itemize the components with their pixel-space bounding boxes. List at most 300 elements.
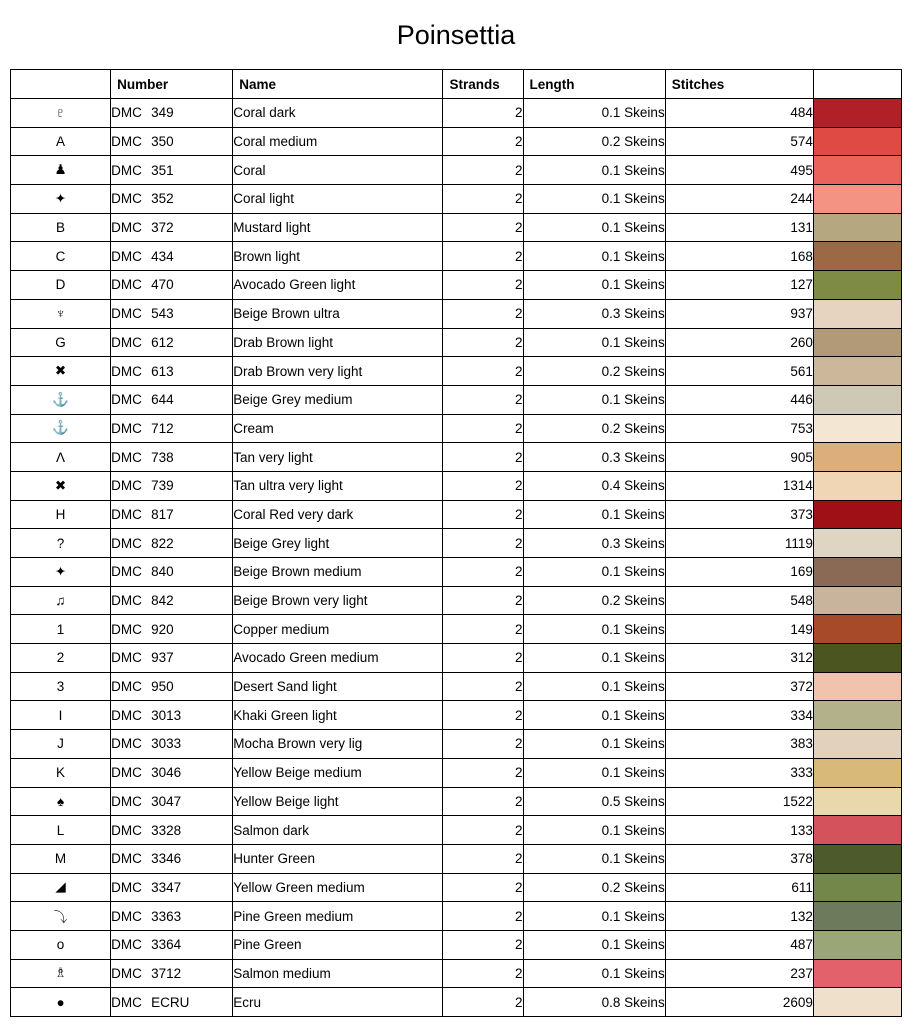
floss-brand: DMC bbox=[111, 879, 142, 895]
floss-length: 0.3 Skeins bbox=[523, 529, 665, 558]
floss-number-cell bbox=[111, 443, 233, 472]
floss-color-swatch bbox=[813, 902, 901, 931]
table-row bbox=[11, 902, 902, 931]
table-row bbox=[11, 213, 902, 242]
floss-length: 0.1 Skeins bbox=[523, 672, 665, 701]
floss-length: 0.1 Skeins bbox=[523, 730, 665, 759]
floss-stitches: 133 bbox=[665, 816, 813, 845]
table-row bbox=[11, 500, 902, 529]
floss-brand: DMC bbox=[111, 392, 142, 408]
floss-brand: DMC bbox=[111, 793, 142, 809]
table-row bbox=[11, 357, 902, 386]
column-header-symbol bbox=[11, 70, 111, 99]
floss-number-cell bbox=[111, 586, 233, 615]
floss-strands: 2 bbox=[443, 99, 523, 128]
floss-strands: 2 bbox=[443, 529, 523, 558]
floss-stitches: 149 bbox=[665, 615, 813, 644]
swatch-fill bbox=[814, 960, 901, 988]
table-row bbox=[11, 385, 902, 414]
floss-number-cell bbox=[111, 500, 233, 529]
floss-symbol-icon: M bbox=[11, 844, 111, 873]
table-row bbox=[11, 242, 902, 271]
floss-name: Tan ultra very light bbox=[233, 471, 443, 500]
floss-color-swatch bbox=[813, 959, 901, 988]
table-row bbox=[11, 529, 902, 558]
swatch-fill bbox=[814, 587, 901, 615]
floss-number-cell bbox=[111, 844, 233, 873]
floss-color-swatch bbox=[813, 185, 901, 214]
floss-length: 0.2 Skeins bbox=[523, 414, 665, 443]
floss-name: Avocado Green light bbox=[233, 271, 443, 300]
floss-symbol-icon: K bbox=[11, 758, 111, 787]
floss-number-cell bbox=[111, 185, 233, 214]
floss-number-cell bbox=[111, 529, 233, 558]
floss-name: Coral Red very dark bbox=[233, 500, 443, 529]
floss-strands: 2 bbox=[443, 816, 523, 845]
swatch-fill bbox=[814, 816, 901, 844]
floss-code: 352 bbox=[151, 191, 174, 207]
column-header-length: Length bbox=[523, 70, 665, 99]
floss-length: 0.1 Skeins bbox=[523, 500, 665, 529]
floss-strands: 2 bbox=[443, 930, 523, 959]
floss-stitches: 312 bbox=[665, 644, 813, 673]
floss-brand: DMC bbox=[111, 965, 142, 981]
floss-number-cell bbox=[111, 644, 233, 673]
floss-brand: DMC bbox=[111, 191, 142, 207]
floss-strands: 2 bbox=[443, 185, 523, 214]
floss-length: 0.1 Skeins bbox=[523, 99, 665, 128]
floss-brand: DMC bbox=[111, 506, 142, 522]
floss-code: 920 bbox=[151, 621, 174, 637]
floss-name: Ecru bbox=[233, 988, 443, 1017]
floss-code: 3363 bbox=[151, 908, 182, 924]
floss-brand: DMC bbox=[111, 162, 142, 178]
table-row bbox=[11, 99, 902, 128]
swatch-fill bbox=[814, 644, 901, 672]
floss-brand: DMC bbox=[111, 363, 142, 379]
floss-strands: 2 bbox=[443, 873, 523, 902]
table-row bbox=[11, 988, 902, 1017]
floss-strands: 2 bbox=[443, 385, 523, 414]
floss-length: 0.1 Skeins bbox=[523, 701, 665, 730]
floss-code: 937 bbox=[151, 650, 174, 666]
swatch-fill bbox=[814, 271, 901, 299]
page-title: Poinsettia bbox=[396, 20, 516, 50]
floss-color-swatch bbox=[813, 242, 901, 271]
floss-strands: 2 bbox=[443, 357, 523, 386]
floss-symbol-icon: ● bbox=[11, 988, 111, 1017]
table-row bbox=[11, 873, 902, 902]
column-header-stitches: Stitches bbox=[665, 70, 813, 99]
floss-symbol-icon: 1 bbox=[11, 615, 111, 644]
floss-name: Brown light bbox=[233, 242, 443, 271]
floss-strands: 2 bbox=[443, 242, 523, 271]
floss-number-cell bbox=[111, 213, 233, 242]
floss-color-swatch bbox=[813, 271, 901, 300]
floss-symbol-icon: L bbox=[11, 816, 111, 845]
floss-name: Salmon medium bbox=[233, 959, 443, 988]
floss-symbol-icon: ✖ bbox=[11, 357, 111, 386]
floss-name: Cream bbox=[233, 414, 443, 443]
floss-number-cell bbox=[111, 127, 233, 156]
table-row bbox=[11, 959, 902, 988]
floss-stitches: 446 bbox=[665, 385, 813, 414]
floss-length: 0.5 Skeins bbox=[523, 787, 665, 816]
floss-symbol-icon: ✖ bbox=[11, 471, 111, 500]
floss-color-swatch bbox=[813, 816, 901, 845]
floss-strands: 2 bbox=[443, 959, 523, 988]
floss-number-cell bbox=[111, 902, 233, 931]
floss-code: 840 bbox=[151, 564, 174, 580]
floss-strands: 2 bbox=[443, 672, 523, 701]
floss-number-cell bbox=[111, 615, 233, 644]
swatch-fill bbox=[814, 357, 901, 385]
table-header-row bbox=[11, 70, 902, 99]
floss-name: Coral bbox=[233, 156, 443, 185]
floss-color-swatch bbox=[813, 328, 901, 357]
floss-brand: DMC bbox=[111, 220, 142, 236]
floss-length: 0.1 Skeins bbox=[523, 156, 665, 185]
table-row bbox=[11, 156, 902, 185]
floss-brand: DMC bbox=[111, 736, 142, 752]
floss-brand: DMC bbox=[111, 765, 142, 781]
floss-name: Beige Brown ultra bbox=[233, 299, 443, 328]
floss-code: 350 bbox=[151, 134, 174, 150]
swatch-fill bbox=[814, 845, 901, 873]
floss-color-swatch bbox=[813, 730, 901, 759]
floss-brand: DMC bbox=[111, 937, 142, 953]
floss-number-cell bbox=[111, 959, 233, 988]
table-row bbox=[11, 127, 902, 156]
floss-brand: DMC bbox=[111, 105, 142, 121]
floss-stitches: 487 bbox=[665, 930, 813, 959]
floss-code: 950 bbox=[151, 679, 174, 695]
floss-brand: DMC bbox=[111, 822, 142, 838]
floss-number-cell bbox=[111, 299, 233, 328]
floss-symbol-icon: G bbox=[11, 328, 111, 357]
floss-stitches: 372 bbox=[665, 672, 813, 701]
floss-code: 3364 bbox=[151, 937, 182, 953]
floss-number-cell bbox=[111, 328, 233, 357]
floss-code: 372 bbox=[151, 220, 174, 236]
floss-length: 0.1 Skeins bbox=[523, 242, 665, 271]
floss-strands: 2 bbox=[443, 127, 523, 156]
floss-strands: 2 bbox=[443, 730, 523, 759]
floss-brand: DMC bbox=[111, 851, 142, 867]
floss-strands: 2 bbox=[443, 558, 523, 587]
floss-code: 351 bbox=[151, 162, 174, 178]
floss-number-cell bbox=[111, 730, 233, 759]
floss-code: 842 bbox=[151, 593, 174, 609]
floss-color-swatch bbox=[813, 213, 901, 242]
table-row bbox=[11, 730, 902, 759]
table-row bbox=[11, 271, 902, 300]
floss-number-cell bbox=[111, 99, 233, 128]
floss-stitches: 333 bbox=[665, 758, 813, 787]
table-row bbox=[11, 443, 902, 472]
floss-stitches: 611 bbox=[665, 873, 813, 902]
floss-color-swatch bbox=[813, 529, 901, 558]
floss-color-swatch bbox=[813, 357, 901, 386]
floss-length: 0.1 Skeins bbox=[523, 816, 665, 845]
floss-stitches: 169 bbox=[665, 558, 813, 587]
floss-stitches: 495 bbox=[665, 156, 813, 185]
floss-stitches: 237 bbox=[665, 959, 813, 988]
floss-name: Mustard light bbox=[233, 213, 443, 242]
floss-code: 3046 bbox=[151, 765, 182, 781]
table-row bbox=[11, 615, 902, 644]
floss-code: 644 bbox=[151, 392, 174, 408]
swatch-fill bbox=[814, 300, 901, 328]
floss-name: Salmon dark bbox=[233, 816, 443, 845]
floss-strands: 2 bbox=[443, 414, 523, 443]
swatch-fill bbox=[814, 214, 901, 242]
floss-color-swatch bbox=[813, 558, 901, 587]
floss-color-swatch bbox=[813, 787, 901, 816]
floss-stitches: 1314 bbox=[665, 471, 813, 500]
floss-length: 0.1 Skeins bbox=[523, 558, 665, 587]
floss-code: 3033 bbox=[151, 736, 182, 752]
floss-brand: DMC bbox=[111, 334, 142, 350]
floss-stitches: 484 bbox=[665, 99, 813, 128]
floss-color-swatch bbox=[813, 127, 901, 156]
floss-brand: DMC bbox=[111, 535, 142, 551]
floss-name: Coral dark bbox=[233, 99, 443, 128]
floss-code: 612 bbox=[151, 334, 174, 350]
floss-stitches: 1522 bbox=[665, 787, 813, 816]
floss-length: 0.1 Skeins bbox=[523, 615, 665, 644]
floss-brand: DMC bbox=[111, 134, 142, 150]
swatch-fill bbox=[814, 128, 901, 156]
floss-strands: 2 bbox=[443, 586, 523, 615]
table-row bbox=[11, 414, 902, 443]
floss-code: 3346 bbox=[151, 851, 182, 867]
swatch-fill bbox=[814, 788, 901, 816]
floss-number-cell bbox=[111, 385, 233, 414]
floss-strands: 2 bbox=[443, 328, 523, 357]
floss-number-cell bbox=[111, 787, 233, 816]
floss-stitches: 937 bbox=[665, 299, 813, 328]
floss-length: 0.1 Skeins bbox=[523, 185, 665, 214]
floss-color-swatch bbox=[813, 758, 901, 787]
floss-stitches: 753 bbox=[665, 414, 813, 443]
swatch-fill bbox=[814, 759, 901, 787]
table-row bbox=[11, 816, 902, 845]
floss-color-swatch bbox=[813, 586, 901, 615]
swatch-fill bbox=[814, 329, 901, 357]
floss-code: 3013 bbox=[151, 707, 182, 723]
swatch-fill bbox=[814, 386, 901, 414]
floss-stitches: 378 bbox=[665, 844, 813, 873]
floss-name: Beige Brown very light bbox=[233, 586, 443, 615]
floss-name: Yellow Beige light bbox=[233, 787, 443, 816]
floss-table bbox=[10, 69, 902, 1017]
table-row bbox=[11, 328, 902, 357]
floss-color-swatch bbox=[813, 644, 901, 673]
swatch-fill bbox=[814, 242, 901, 270]
floss-code: 543 bbox=[151, 306, 174, 322]
floss-stitches: 548 bbox=[665, 586, 813, 615]
swatch-fill bbox=[814, 673, 901, 701]
floss-stitches: 168 bbox=[665, 242, 813, 271]
swatch-fill bbox=[814, 156, 901, 184]
floss-symbol-icon: ✦ bbox=[11, 185, 111, 214]
floss-number-cell bbox=[111, 357, 233, 386]
floss-number-cell bbox=[111, 558, 233, 587]
floss-length: 0.3 Skeins bbox=[523, 443, 665, 472]
floss-length: 0.1 Skeins bbox=[523, 213, 665, 242]
floss-number-cell bbox=[111, 271, 233, 300]
swatch-fill bbox=[814, 99, 901, 127]
floss-symbol-icon: A bbox=[11, 127, 111, 156]
floss-number-cell bbox=[111, 242, 233, 271]
floss-stitches: 260 bbox=[665, 328, 813, 357]
column-header-number: Number bbox=[111, 70, 233, 99]
floss-name: Beige Grey medium bbox=[233, 385, 443, 414]
floss-name: Yellow Beige medium bbox=[233, 758, 443, 787]
floss-strands: 2 bbox=[443, 156, 523, 185]
floss-stitches: 373 bbox=[665, 500, 813, 529]
floss-color-swatch bbox=[813, 156, 901, 185]
floss-name: Desert Sand light bbox=[233, 672, 443, 701]
floss-code: 3712 bbox=[151, 965, 182, 981]
floss-symbol-icon: ♗ bbox=[11, 959, 111, 988]
floss-color-swatch bbox=[813, 844, 901, 873]
floss-stitches: 905 bbox=[665, 443, 813, 472]
table-row bbox=[11, 844, 902, 873]
floss-length: 0.3 Skeins bbox=[523, 299, 665, 328]
floss-brand: DMC bbox=[111, 420, 142, 436]
floss-code: 817 bbox=[151, 506, 174, 522]
floss-name: Beige Grey light bbox=[233, 529, 443, 558]
floss-name: Tan very light bbox=[233, 443, 443, 472]
floss-name: Coral medium bbox=[233, 127, 443, 156]
floss-number-cell bbox=[111, 873, 233, 902]
floss-length: 0.8 Skeins bbox=[523, 988, 665, 1017]
floss-brand: DMC bbox=[111, 306, 142, 322]
swatch-fill bbox=[814, 730, 901, 758]
floss-brand: DMC bbox=[111, 593, 142, 609]
floss-length: 0.1 Skeins bbox=[523, 844, 665, 873]
floss-strands: 2 bbox=[443, 443, 523, 472]
floss-symbol-icon: H bbox=[11, 500, 111, 529]
floss-brand: DMC bbox=[111, 908, 142, 924]
floss-strands: 2 bbox=[443, 271, 523, 300]
swatch-fill bbox=[814, 701, 901, 729]
floss-name: Coral light bbox=[233, 185, 443, 214]
floss-length: 0.1 Skeins bbox=[523, 959, 665, 988]
floss-code: 3047 bbox=[151, 793, 182, 809]
floss-symbol-icon: ⤵ bbox=[11, 902, 111, 931]
floss-number-cell bbox=[111, 988, 233, 1017]
floss-code: 822 bbox=[151, 535, 174, 551]
floss-stitches: 561 bbox=[665, 357, 813, 386]
floss-strands: 2 bbox=[443, 701, 523, 730]
floss-stitches: 131 bbox=[665, 213, 813, 242]
table-row bbox=[11, 672, 902, 701]
floss-length: 0.1 Skeins bbox=[523, 902, 665, 931]
floss-stitches: 127 bbox=[665, 271, 813, 300]
floss-name: Yellow Green medium bbox=[233, 873, 443, 902]
floss-color-swatch bbox=[813, 873, 901, 902]
floss-brand: DMC bbox=[111, 679, 142, 695]
floss-symbol-icon: ♫ bbox=[11, 586, 111, 615]
floss-strands: 2 bbox=[443, 758, 523, 787]
floss-length: 0.2 Skeins bbox=[523, 127, 665, 156]
floss-length: 0.2 Skeins bbox=[523, 873, 665, 902]
floss-length: 0.2 Skeins bbox=[523, 586, 665, 615]
floss-code: 613 bbox=[151, 363, 174, 379]
floss-symbol-icon: B bbox=[11, 213, 111, 242]
table-row bbox=[11, 299, 902, 328]
floss-color-swatch bbox=[813, 385, 901, 414]
floss-name: Hunter Green bbox=[233, 844, 443, 873]
floss-code: 739 bbox=[151, 478, 174, 494]
floss-strands: 2 bbox=[443, 471, 523, 500]
swatch-fill bbox=[814, 558, 901, 586]
floss-length: 0.1 Skeins bbox=[523, 758, 665, 787]
floss-name: Drab Brown very light bbox=[233, 357, 443, 386]
floss-symbol-icon: I bbox=[11, 701, 111, 730]
floss-name: Avocado Green medium bbox=[233, 644, 443, 673]
floss-name: Pine Green medium bbox=[233, 902, 443, 931]
floss-symbol-icon: o bbox=[11, 930, 111, 959]
floss-name: Beige Brown medium bbox=[233, 558, 443, 587]
table-header bbox=[11, 70, 902, 99]
floss-symbol-icon: ◢ bbox=[11, 873, 111, 902]
floss-brand: DMC bbox=[111, 478, 142, 494]
floss-stitches: 244 bbox=[665, 185, 813, 214]
floss-code: 434 bbox=[151, 248, 174, 264]
swatch-fill bbox=[814, 501, 901, 529]
floss-stitches: 334 bbox=[665, 701, 813, 730]
table-row bbox=[11, 644, 902, 673]
floss-symbol-icon: ✦ bbox=[11, 558, 111, 587]
floss-color-swatch bbox=[813, 471, 901, 500]
floss-number-cell bbox=[111, 672, 233, 701]
swatch-fill bbox=[814, 185, 901, 213]
table-row bbox=[11, 930, 902, 959]
floss-stitches: 1119 bbox=[665, 529, 813, 558]
floss-stitches: 574 bbox=[665, 127, 813, 156]
floss-color-swatch bbox=[813, 299, 901, 328]
floss-name: Drab Brown light bbox=[233, 328, 443, 357]
floss-code: 470 bbox=[151, 277, 174, 293]
swatch-fill bbox=[814, 443, 901, 471]
floss-number-cell bbox=[111, 471, 233, 500]
floss-number-cell bbox=[111, 758, 233, 787]
floss-symbol-icon: Λ bbox=[11, 443, 111, 472]
floss-name: Copper medium bbox=[233, 615, 443, 644]
floss-color-swatch bbox=[813, 930, 901, 959]
floss-name: Khaki Green light bbox=[233, 701, 443, 730]
floss-symbol-icon: D bbox=[11, 271, 111, 300]
floss-name: Mocha Brown very lig bbox=[233, 730, 443, 759]
table-row bbox=[11, 787, 902, 816]
floss-symbol-icon: ⚓ bbox=[11, 414, 111, 443]
floss-code: 349 bbox=[151, 105, 174, 121]
floss-strands: 2 bbox=[443, 299, 523, 328]
table-row bbox=[11, 586, 902, 615]
floss-color-swatch bbox=[813, 701, 901, 730]
floss-code: 712 bbox=[151, 420, 174, 436]
floss-color-swatch bbox=[813, 414, 901, 443]
floss-table-container bbox=[0, 69, 912, 1017]
floss-symbol-icon: ⚓ bbox=[11, 385, 111, 414]
floss-length: 0.2 Skeins bbox=[523, 357, 665, 386]
floss-color-swatch bbox=[813, 988, 901, 1017]
floss-code: ECRU bbox=[151, 994, 190, 1010]
